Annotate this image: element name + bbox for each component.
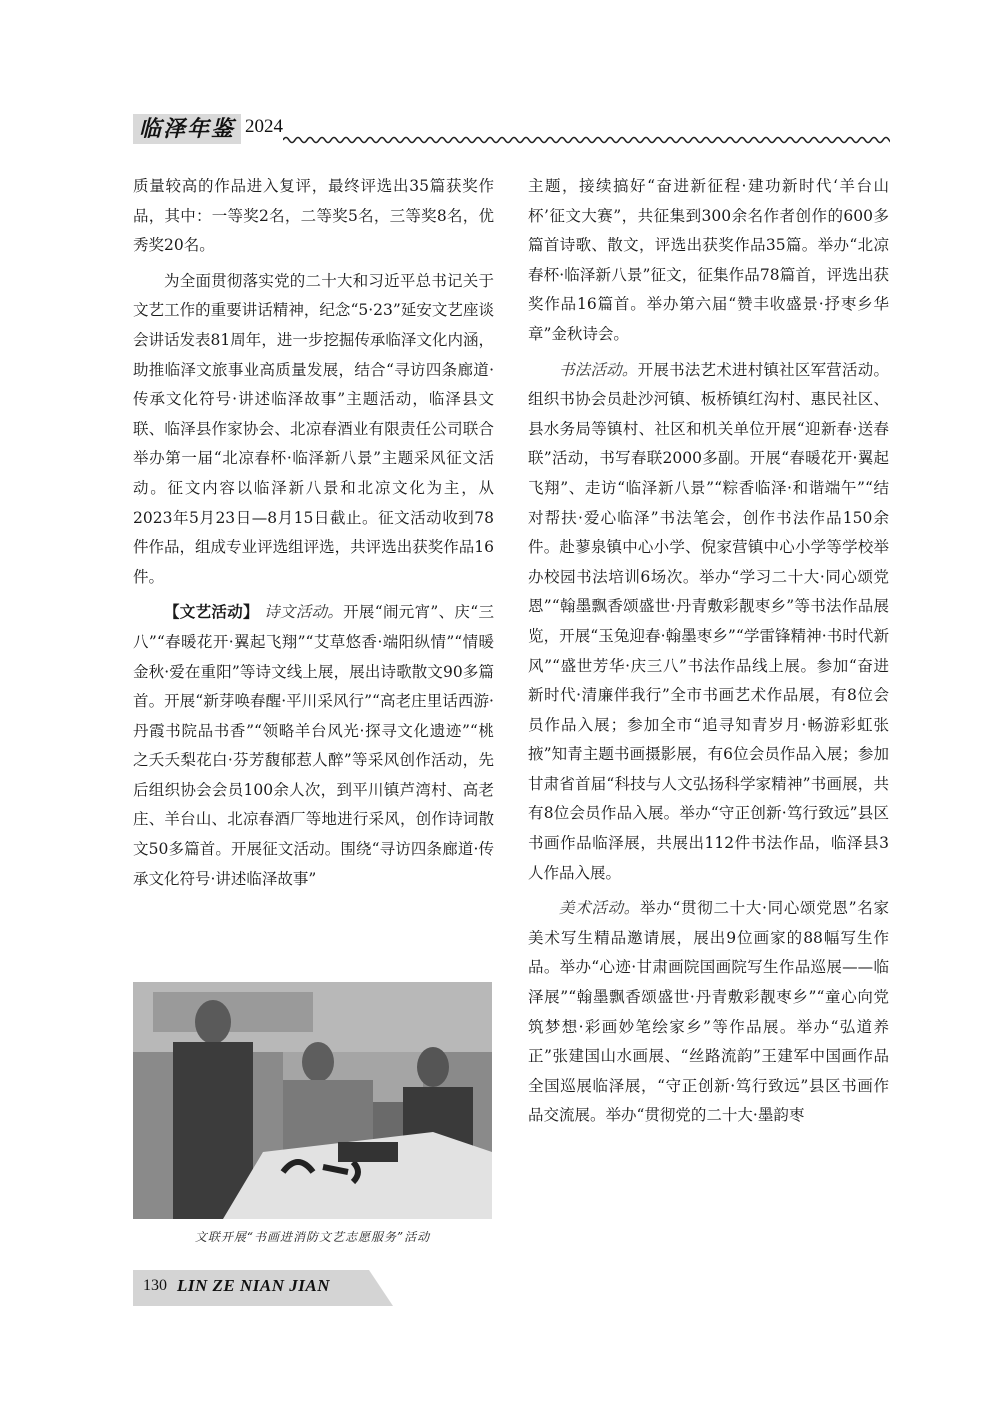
header-wave-rule (283, 134, 890, 146)
paragraph-essay-contest: 为全面贯彻落实党的二十大和习近平总书记关于文艺工作的重要讲话精神，纪念“5·23”延安文艺座谈会讲话发表81周年，进一步挖掘传承临泽文化内涵，助推临泽文旅事业高质量发展，结合“寻访四条廊道·传承文化符号·讲述临泽故事”主题活动，临泽县文联、临泽县作家协会、北凉春酒业有限责任公司联合举办第一届“北凉春杯·临泽新八景”主题采风征文活动。征文内容以临泽新八景和北凉文化为主，从2023年5月23日—8月15日截止。征文活动收到78件作品，组成专业评选组评选，共评选出获奖作品16件。 (133, 271, 494, 586)
yearbook-year: 2024 (245, 116, 283, 137)
event-photo (133, 982, 492, 1219)
fine-arts-text: 举办“贯彻二十大·同心颂党恩”名家美术写生精品邀请展，展出9位画家的88幅写生作品。举办“心迹·甘肃画院国画院写生作品巡展——临泽展”“翰墨飘香颂盛世·丹青敷彩靓枣乡”“童心向党筑梦想·彩画妙笔绘家乡”等作品展。举办“弘道养正”张建国山水画展、“丝路流韵”王建军中国画作品全国巡展临泽展，“守正创新·笃行致远”县区书画作品交流展。举办“贯彻党的二十大·墨韵枣 (528, 899, 889, 1125)
right-text-column (528, 172, 889, 1137)
running-footer (133, 1270, 393, 1306)
subheading-fine-arts: 美术活动。 (559, 899, 641, 918)
paragraph-calligraphy (528, 356, 889, 889)
calligraphy-event-image (133, 982, 492, 1219)
photo-caption: 文联开展“书画进消防文艺志愿服务”活动 (194, 1230, 431, 1244)
page-number: 130 (143, 1277, 167, 1294)
yearbook-brand: 临泽年鉴 (133, 114, 241, 144)
subheading-poetry: 诗文活动。 (264, 603, 344, 622)
subheading-calligraphy: 书法活动。 (559, 360, 638, 379)
paragraph-essay-continuation: 主题，接续搞好“奋进新征程·建功新时代‘羊台山杯’征文大赛”，共征集到300余名作者创作的600多篇首诗歌、散文，评选出获奖作品35篇。举办“北凉春杯·临泽新八景”征文，征集作品78篇首，评选出获奖作品16篇首。举办第六届“赞丰收盛景·抒枣乡华章”金秋诗会。 (528, 177, 889, 343)
running-header (133, 114, 890, 148)
paragraph-arts-activities (133, 598, 494, 894)
paragraph-award-results: 质量较高的作品进入复评，最终评选出35篇获奖作品，其中：一等奖2名，二等奖5名，三等奖8名，优秀奖20名。 (133, 177, 494, 255)
left-text-column (133, 172, 494, 900)
footer-title: LIN ZE NIAN JIAN (177, 1276, 330, 1295)
calligraphy-text: 开展书法艺术进村镇社区军营活动。组织书协会员赴沙河镇、板桥镇红沟村、惠民社区、县水务局等镇村、社区和机关单位开展“迎新春·送春联”活动，书写春联2000多副。开展“春暖花开·翼起飞翔”、走访“临泽新八景”“粽香临泽·和谐端午”“结对帮扶·爱心临泽”书法笔会，创作书法作品150余件。赴蓼泉镇中心小学、倪家营镇中心小学等学校举办校园书法培训6场次。举办“学习二十大·同心颂党恩”“翰墨飘香颂盛世·丹青敷彩靓枣乡”等书法作品展览，开展“玉兔迎春·翰墨枣乡”“学雷锋精神·书时代新风”“盛世芳华·庆三八”书法作品线上展。参加“奋进新时代·清廉伴我行”全市书画艺术作品展，有8位会员作品入展；参加全市“追寻知青岁月·畅游彩虹张掖”知青主题书画摄影展，有6位会员作品入展；参加甘肃省首届“科技与人文弘扬科学家精神”书画展，共有8位会员作品入展。举办“守正创新·笃行致远”县区书画作品临泽展，共展出112件书法作品，临泽县3人作品入展。 (528, 360, 889, 882)
paragraph-fine-arts (528, 894, 889, 1131)
section-heading-arts: 【文艺活动】 (164, 603, 259, 622)
poetry-text: 开展“闹元宵”、庆“三八”“春暖花开·翼起飞翔”“艾草悠香·端阳纵情”“情暖金秋·爱在重阳”等诗文线上展，展出诗歌散文90多篇首。开展“新芽唤春醒·平川采风行”“高老庄里话西游·丹霞书院品书香”“领略羊台风光·探寻文化遗迹”“桃之夭夭梨花白·芬芳馥郁惹人醉”等采风创作活动，先后组织协会会员100余人次，到平川镇芦湾村、高老庄、羊台山、北凉春酒厂等地进行采风，创作诗词散文50多篇首。开展征文活动。围绕“寻访四条廊道·传承文化符号·讲述临泽故事” (133, 603, 494, 888)
